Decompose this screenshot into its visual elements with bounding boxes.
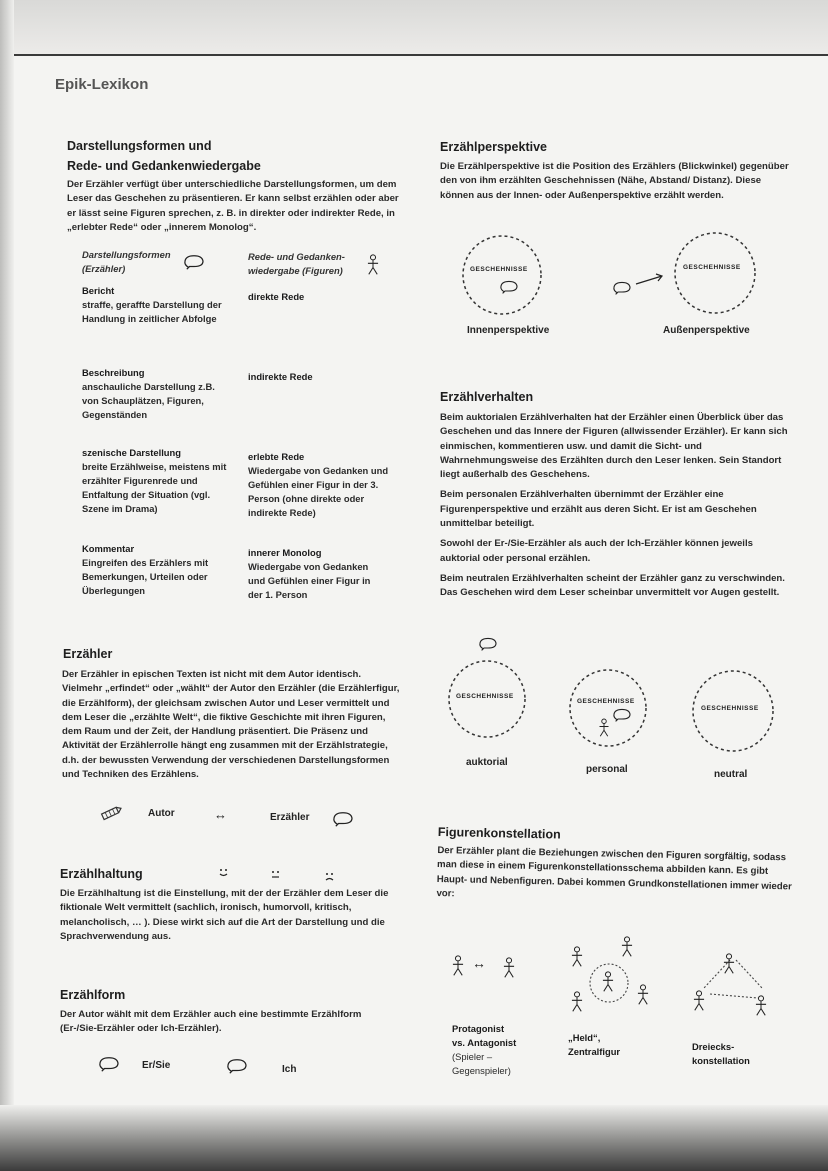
desc: anschauliche Darstellung z.B. von Schauplätzen, Figuren, Gegenständen xyxy=(82,381,215,420)
double-arrow-icon: ↔ xyxy=(472,955,486,971)
desc: breite Erzählweise, meistens mit erzählter Figurenrede und Entfaltung der Situation (vgl. Szene im Drama) xyxy=(82,461,227,514)
line: Dreiecks- xyxy=(692,1041,735,1052)
item-szenische-darstellung xyxy=(82,446,232,516)
stick-figure-icon xyxy=(601,971,615,993)
line: Zentralfigur xyxy=(568,1046,621,1057)
desc: Eingreifen des Erzählers mit Bemerkungen, Urteilen oder Überlegungen xyxy=(82,557,209,596)
term: erlebte Rede xyxy=(248,451,305,462)
line: „Held“, xyxy=(568,1032,601,1043)
konstellation-heading: Figurenkonstellation xyxy=(437,824,561,842)
darstellung-heading-2: Rede- und Gedankenwiedergabe xyxy=(67,159,261,173)
verhalten-paragraph: Beim neutralen Erzählverhalten scheint der Erzähler ganz zu verschwinden. Das Geschehen wird dem Leser scheinbar unvermittelt vor Augen gestellt. xyxy=(440,572,785,599)
speech-bubble-icon xyxy=(612,707,632,723)
col2-header xyxy=(248,250,345,278)
er-sie-label: Er/Sie xyxy=(142,1060,171,1071)
darstellung-heading-1: Darstellungsformen und xyxy=(67,139,212,153)
item-direkte-rede xyxy=(248,290,398,304)
col1-header-line2: (Erzähler) xyxy=(82,263,126,274)
arrow-right-icon xyxy=(634,272,666,288)
stick-figure-icon xyxy=(620,936,634,958)
stick-figure-icon xyxy=(502,957,516,979)
term: innerer Monolog xyxy=(248,547,322,558)
verhalten-paragraph: Beim personalen Erzählverhalten übernimmt der Erzähler eine Figurenperspektive und erzählt aus deren Sicht. Er ist am Geschehen unmittelbar beteiligt. xyxy=(440,489,757,530)
term: Bericht xyxy=(82,285,115,296)
stick-figure-icon xyxy=(692,990,706,1012)
happy-face-icon xyxy=(218,868,230,878)
perspektive-heading: Erzählperspektive xyxy=(440,140,547,154)
stick-figure-icon xyxy=(636,984,650,1006)
term: Beschreibung xyxy=(82,367,145,378)
stick-figure-icon xyxy=(570,946,584,968)
verhalten-text xyxy=(440,411,795,607)
col2-header-line1: Rede- und Gedanken- xyxy=(248,251,345,262)
stick-figure-icon xyxy=(366,254,380,276)
konstellation-dreieck xyxy=(692,1040,750,1068)
erzaehlform-text: Der Autor wählt mit dem Erzähler auch eine bestimmte Erzählform (Er-/Sie-Erzähler oder Ich-Erzähler). xyxy=(60,1009,362,1035)
speech-bubble-icon xyxy=(478,636,498,652)
line: konstellation xyxy=(692,1055,750,1066)
dashed-circle-innen xyxy=(460,233,544,317)
scan-top-band xyxy=(0,0,828,54)
neutral-label: neutral xyxy=(714,769,748,780)
speech-bubble-icon xyxy=(499,279,519,295)
item-indirekte-rede xyxy=(248,370,398,384)
scan-left-edge xyxy=(0,0,14,1171)
speech-bubble-icon xyxy=(332,810,354,828)
double-arrow-icon: ↔ xyxy=(214,807,227,822)
erzaehler-label: Erzähler xyxy=(270,812,310,823)
speech-bubble-icon xyxy=(612,280,632,296)
circle-label: GESCHEHNISSE xyxy=(701,705,759,712)
col1-header-line1: Darstellungsformen xyxy=(82,249,171,260)
circle-label: GESCHEHNISSE xyxy=(456,693,514,700)
erzaehlhaltung-text: Die Erzählhaltung ist die Einstellung, mit der der Erzähler dem Leser die fiktionale Welt vermittelt (sachlich, ironisch, humorvoll, kritisch, melancholisch, … ). Diese wirkt sich auf die Art der Darstellung und die Sprachverwendung aus. xyxy=(60,888,389,942)
speech-bubble-icon xyxy=(98,1055,120,1073)
line: vs. Antagonist xyxy=(452,1037,517,1048)
stick-figure-icon xyxy=(451,955,465,977)
konstellation-text: Der Erzähler plant die Beziehungen zwischen den Figuren sorgfältig, sodass man diese in einem Figurenkonstellationsschema abbilden kann. Es gibt Haupt- und Nebenfiguren. Dabei kommen Grundkonstellationen immer wieder vor: xyxy=(436,844,792,900)
page-title: Epik-Lexikon xyxy=(55,76,149,93)
page-top-rule xyxy=(0,54,828,56)
erzaehlform-heading: Erzählform xyxy=(60,988,126,1002)
circle-label: GESCHEHNISSE xyxy=(577,698,635,705)
scan-bottom-band xyxy=(0,1105,828,1171)
ich-label: Ich xyxy=(282,1064,297,1075)
desc: Wiedergabe von Gedanken und Gefühlen einer Figur in der 3. Person (ohne direkte oder indirekte Rede) xyxy=(248,465,389,518)
desc: Wiedergabe von Gedanken und Gefühlen einer Figur in der 1. Person xyxy=(248,561,371,600)
verhalten-paragraph: Sowohl der Er-/Sie-Erzähler als auch der Ich-Erzähler können jeweils auktorial oder personal erzählen. xyxy=(440,538,753,564)
line: Protagonist xyxy=(452,1023,505,1034)
dashed-circle-aussen xyxy=(672,230,758,316)
item-bericht xyxy=(82,284,222,326)
verhalten-paragraph: Beim auktorialen Erzählverhalten hat der Erzähler einen Überblick über das Geschehen und das Innere der Figuren (allwissender Erzähler). Er kann sich einmischen, kommentieren usw. und damit die Sicht- und Wahrnehmungsweise des Erzählten durch den Leser lenken. Sein Standort liegt außerhalb des Geschehens. xyxy=(440,412,788,481)
stick-figure-icon xyxy=(598,718,610,738)
desc: straffe, geraffte Darstellung der Handlung in zeitlicher Abfolge xyxy=(82,299,222,324)
personal-label: personal xyxy=(586,764,628,775)
term: szenische Darstellung xyxy=(82,447,181,458)
konstellation-protagonist xyxy=(452,1022,516,1078)
term: direkte Rede xyxy=(248,291,305,302)
innenperspektive-label: Innenperspektive xyxy=(467,325,550,336)
erzaehlhaltung-heading: Erzählhaltung xyxy=(60,867,143,881)
perspektive-text: Die Erzählperspektive ist die Position des Erzählers (Blickwinkel) gegenüber den von ihm erzählten Geschehnissen (Nähe, Abstand/ Distanz). Diese können aus der Innen- oder Außenperspektive erzählt werden. xyxy=(440,161,789,201)
pencil-icon xyxy=(100,806,122,820)
speech-bubble-icon xyxy=(226,1057,248,1075)
autor-label: Autor xyxy=(148,808,175,819)
item-kommentar xyxy=(82,542,222,598)
line: (Spieler – xyxy=(452,1051,493,1062)
neutral-face-icon xyxy=(270,870,282,880)
item-beschreibung xyxy=(82,366,222,422)
circle-label: GESCHEHNISSE xyxy=(470,266,528,273)
konstellation-block xyxy=(436,822,798,909)
konstellation-held xyxy=(568,1031,620,1059)
erzaehler-text: Der Erzähler in epischen Texten ist nicht mit dem Autor identisch. Vielmehr „erfindet“ oder „wählt“ der Autor den Erzähler (die Erzählerfigur, die Erzählform), der gleichsam zwischen Autor und Leser vermittelt und dem Leser die „erzählte Welt“, die fiktive Geschichte mit ihren Figuren, dem Raum und der Zeit, der Handlung präsentiert. Die Präsenz und Aktivität der Erzählerrolle hängt eng zusammen mit der Erzählstrategie, d.h. der bewussten Verwendung der verschiedenen Darstellungsformen und Techniken des Erzählens. xyxy=(62,669,400,781)
circle-label: GESCHEHNISSE xyxy=(683,264,741,271)
col1-header xyxy=(82,248,171,276)
auktorial-label: auktorial xyxy=(466,757,508,768)
line: Gegenspieler) xyxy=(452,1065,511,1076)
stick-figure-icon xyxy=(754,995,768,1017)
sad-face-icon xyxy=(324,872,336,882)
verhalten-heading: Erzählverhalten xyxy=(440,390,534,404)
speech-bubble-icon xyxy=(183,253,205,271)
col2-header-line2: wiedergabe (Figuren) xyxy=(248,265,343,276)
aussenperspektive-label: Außenperspektive xyxy=(663,325,750,336)
term: Kommentar xyxy=(82,543,135,554)
erzaehler-heading: Erzähler xyxy=(63,647,113,661)
item-erlebte-rede xyxy=(248,450,393,520)
item-innerer-monolog xyxy=(248,546,383,602)
darstellung-intro: Der Erzähler verfügt über unterschiedliche Darstellungsformen, um dem Leser das Geschehen zu präsentieren. Er kann selbst erzählen oder aber er lässt seine Figuren sprechen, z. B. in direkter oder indirekter Rede, in „erlebter Rede“ oder „innerem Monolog“. xyxy=(67,179,399,233)
term: indirekte Rede xyxy=(248,371,313,382)
stick-figure-icon xyxy=(722,953,736,975)
stick-figure-icon xyxy=(570,991,584,1013)
